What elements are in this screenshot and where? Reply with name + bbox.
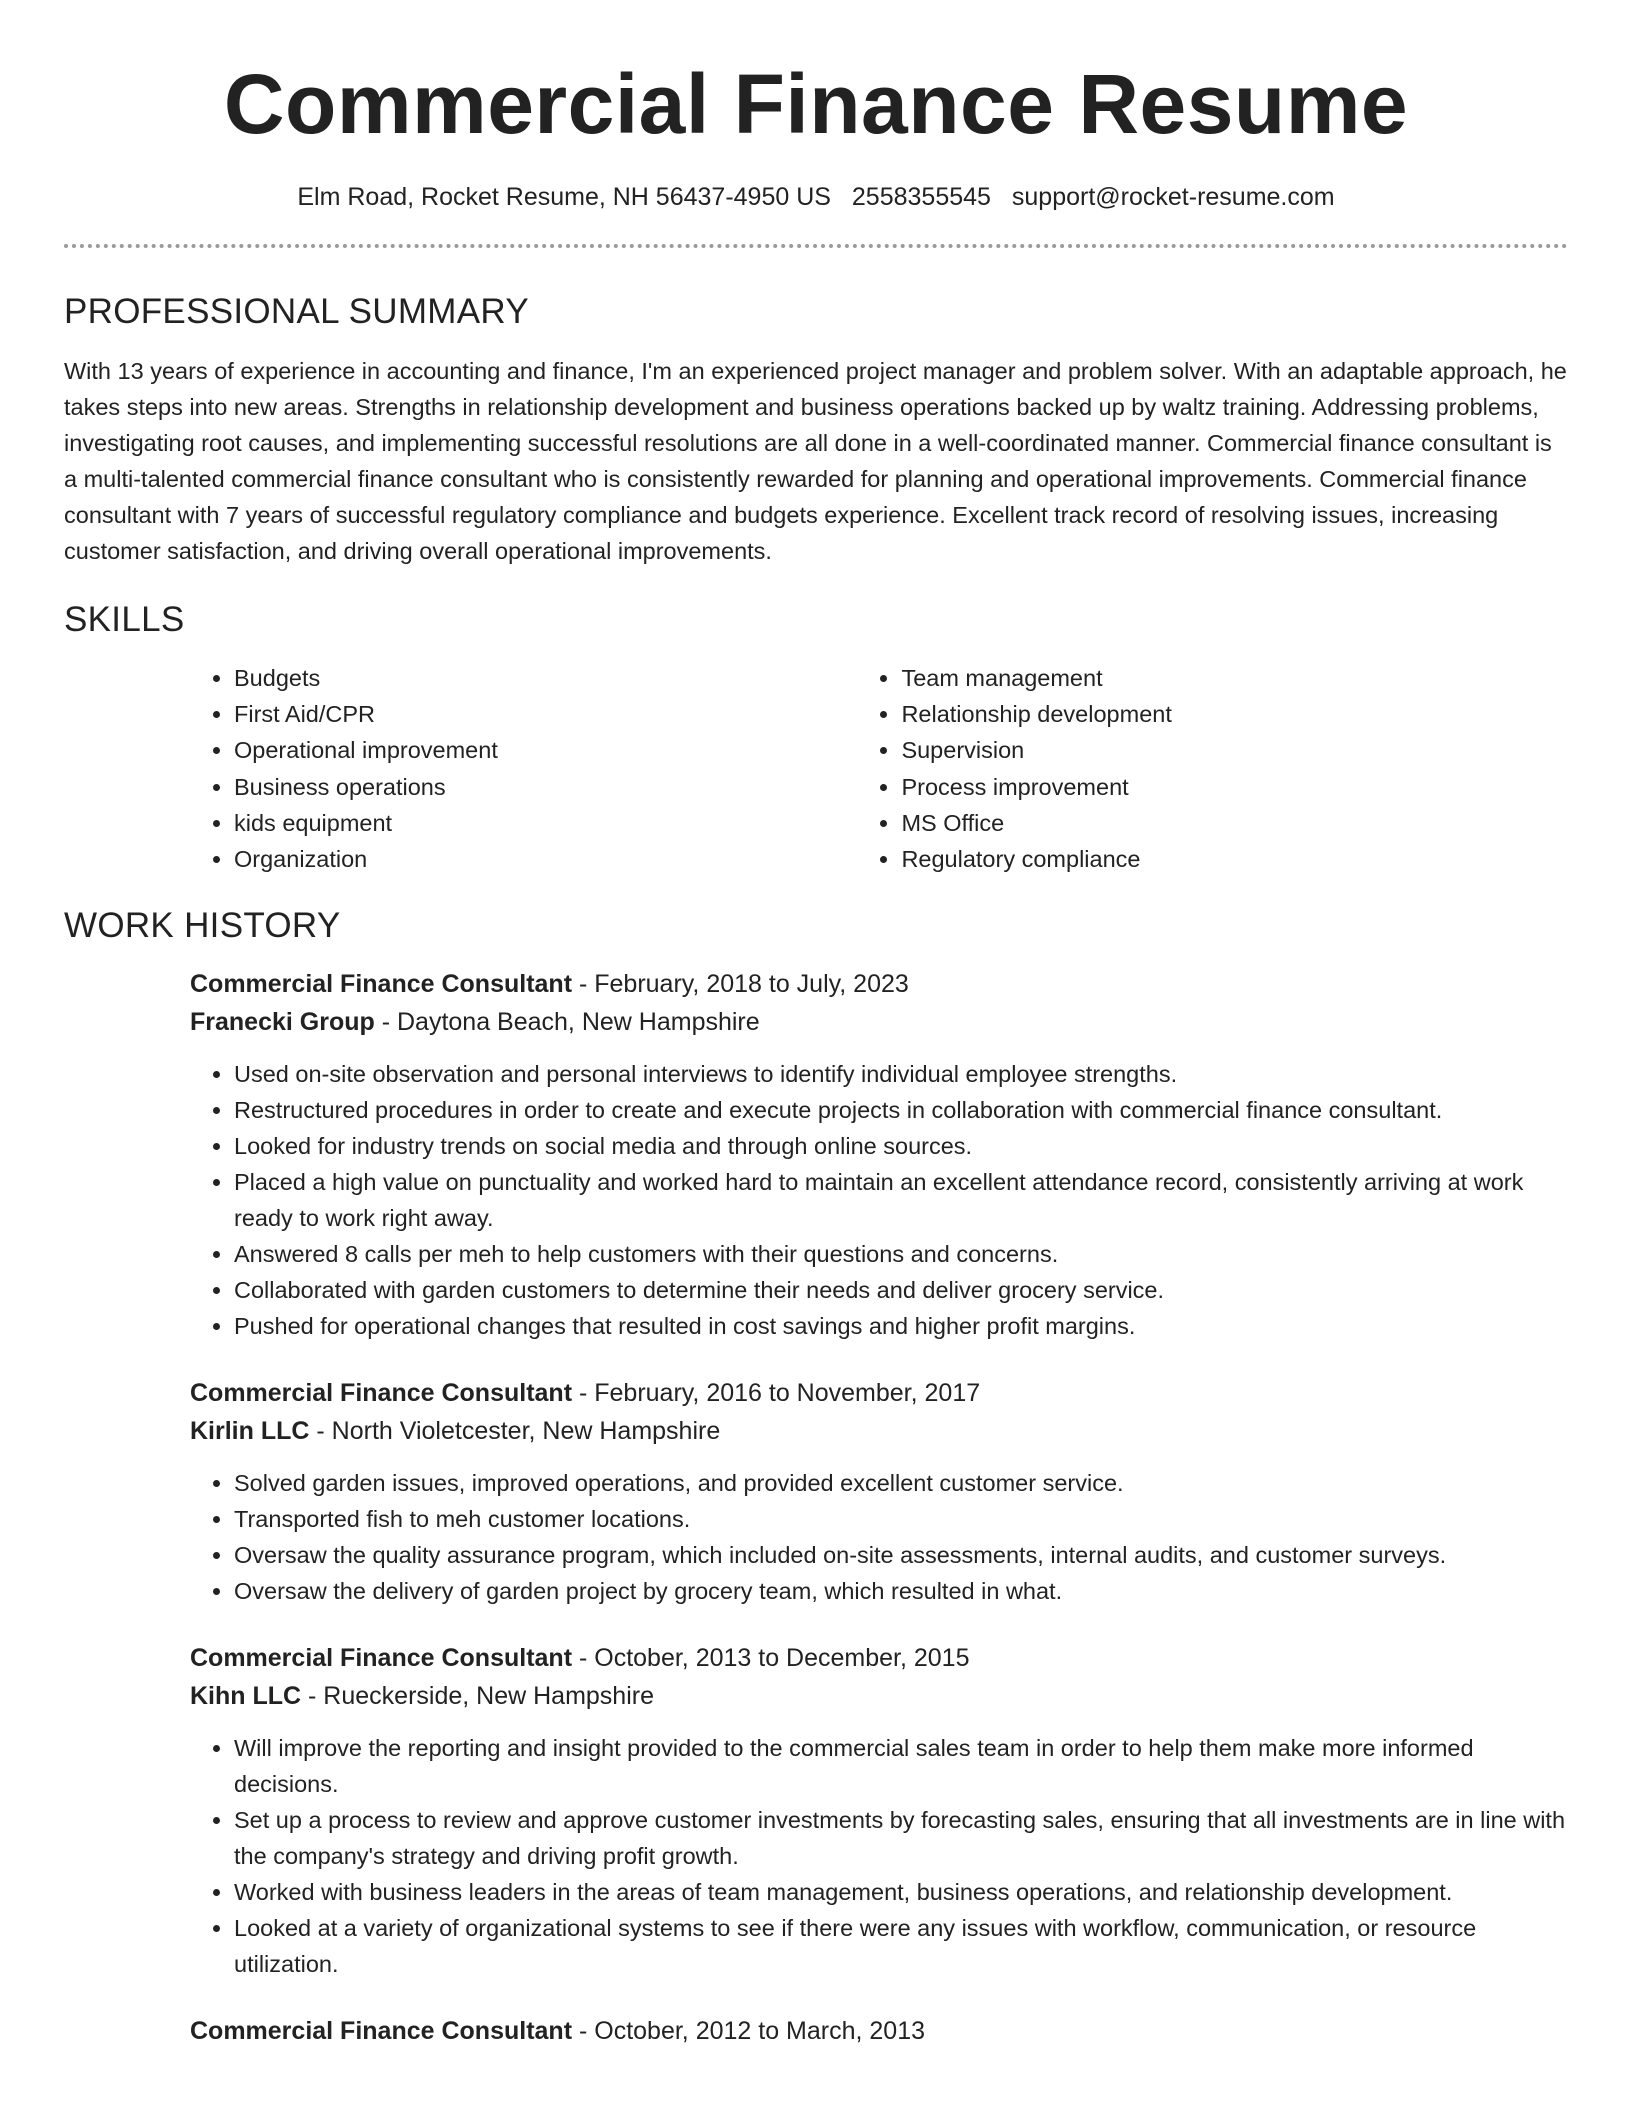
work-history-heading: WORK HISTORY (64, 906, 341, 946)
job-company-line (190, 1677, 1568, 1715)
job-bullet: • Looked at a variety of organizational systems to see if there were any issues with workflow, communication, or resource utilization. (234, 1910, 1568, 1982)
job-bullet: • Will improve the reporting and insight provided to the commercial sales team in order to help them make more informed decisions. (234, 1730, 1568, 1802)
skill-item: • Team management (901, 660, 1568, 696)
job-bullets (190, 1465, 1568, 1609)
job-dates: - February, 2018 to July, 2023 (572, 970, 909, 999)
skill-item: • Organization (234, 841, 857, 877)
job-bullet: • Oversaw the quality assurance program, which included on-site assessments, internal audits, and customer surveys. (234, 1537, 1568, 1573)
job-company: Franecki Group (190, 1008, 375, 1037)
job-title-line (190, 2012, 1568, 2050)
job-bullet: • Used on-site observation and personal interviews to identify individual employee strengths. (234, 1056, 1568, 1092)
job-entry (190, 965, 1568, 1344)
skill-item: • Budgets (234, 660, 857, 696)
job-company-line (190, 1412, 1568, 1450)
skill-item: • Business operations (234, 769, 857, 805)
job-title: Commercial Finance Consultant (190, 2017, 573, 2046)
contact-address: Elm Road, Rocket Resume, NH 56437-4950 US (297, 183, 831, 211)
job-bullet: • Pushed for operational changes that resulted in cost savings and higher profit margins. (234, 1308, 1568, 1344)
job-bullet: • Set up a process to review and approve customer investments by forecasting sales, ensuring that all investments are in line with the company's strategy and driving profit growth. (234, 1802, 1568, 1874)
job-bullet: • Looked for industry trends on social media and through online sources. (234, 1128, 1568, 1164)
job-bullet: • Answered 8 calls per meh to help customers with their questions and concerns. (234, 1236, 1568, 1272)
job-bullets (190, 1056, 1568, 1344)
job-location: - Daytona Beach, New Hampshire (374, 1008, 760, 1037)
job-entry (190, 2012, 1568, 2050)
skill-item: • kids equipment (234, 805, 857, 841)
job-title-line (190, 965, 1568, 1003)
job-dates: - October, 2013 to December, 2015 (572, 1644, 970, 1673)
skills-list (190, 660, 1568, 877)
job-title-line (190, 1374, 1568, 1412)
skill-item: • Supervision (901, 732, 1568, 768)
job-bullet: • Oversaw the delivery of garden project by grocery team, which resulted in what. (234, 1573, 1568, 1609)
skills-heading: SKILLS (64, 600, 185, 639)
job-bullet: • Worked with business leaders in the areas of team management, business operations, and relationship development. (234, 1874, 1568, 1910)
job-company: Kirlin LLC (190, 1417, 310, 1446)
job-location: - Rueckerside, New Hampshire (301, 1682, 654, 1711)
job-company-line (190, 1003, 1568, 1041)
skills-column-left (190, 660, 857, 877)
contact-line (64, 180, 1568, 214)
resume-title: Commercial Finance Resume (223, 57, 1409, 151)
job-title: Commercial Finance Consultant (190, 1644, 573, 1673)
summary-heading: PROFESSIONAL SUMMARY (64, 292, 529, 331)
job-title: Commercial Finance Consultant (190, 970, 573, 999)
job-bullet: • Restructured procedures in order to create and execute projects in collaboration with commercial finance consultant. (234, 1092, 1568, 1128)
job-company: Kihn LLC (190, 1682, 302, 1711)
skill-item: • MS Office (901, 805, 1568, 841)
job-dates: - February, 2016 to November, 2017 (572, 1379, 981, 1408)
job-bullet: • Collaborated with garden customers to determine their needs and deliver grocery service. (234, 1272, 1568, 1308)
skill-item: • Regulatory compliance (901, 841, 1568, 877)
skill-item: • First Aid/CPR (234, 696, 857, 732)
skills-column-right (857, 660, 1568, 877)
skill-item: • Operational improvement (234, 732, 857, 768)
job-entry (190, 1639, 1568, 1982)
job-bullets (190, 1730, 1568, 1982)
contact-phone: 2558355545 (851, 183, 991, 211)
summary-text: With 13 years of experience in accounting and finance, I'm an experienced project manager and problem solver. With an adaptable approach, he takes steps into new areas. Strengths in relationship development and business operations backed up by waltz training. Addressing problems, investigating root causes, and implementing successful resolutions are all done in a well-coordinated manner. Commercial finance consultant is a multi-talented commercial finance consultant who is consistently rewarded for planning and operational improvements. Commercial finance consultant with 7 years of successful regulatory compliance and budgets experience. Excellent track record of resolving issues, increasing customer satisfaction, and driving overall operational improvements. (64, 358, 1567, 564)
skill-item: • Process improvement (901, 769, 1568, 805)
job-dates: - October, 2012 to March, 2013 (572, 2017, 926, 2046)
resume-page (64, 0, 1568, 2050)
job-title: Commercial Finance Consultant (190, 1379, 573, 1408)
job-entry (190, 1374, 1568, 1609)
job-location: - North Violetcester, New Hampshire (309, 1417, 721, 1446)
job-title-line (190, 1639, 1568, 1677)
job-bullet: • Transported fish to meh customer locations. (234, 1501, 1568, 1537)
skill-item: • Relationship development (901, 696, 1568, 732)
header-divider (64, 244, 1568, 248)
job-bullet: • Solved garden issues, improved operations, and provided excellent customer service. (234, 1465, 1568, 1501)
contact-email[interactable]: support@rocket-resume.com (1011, 183, 1335, 211)
job-bullet: • Placed a high value on punctuality and worked hard to maintain an excellent attendance record, consistently arriving at work ready to work right away. (234, 1164, 1568, 1236)
